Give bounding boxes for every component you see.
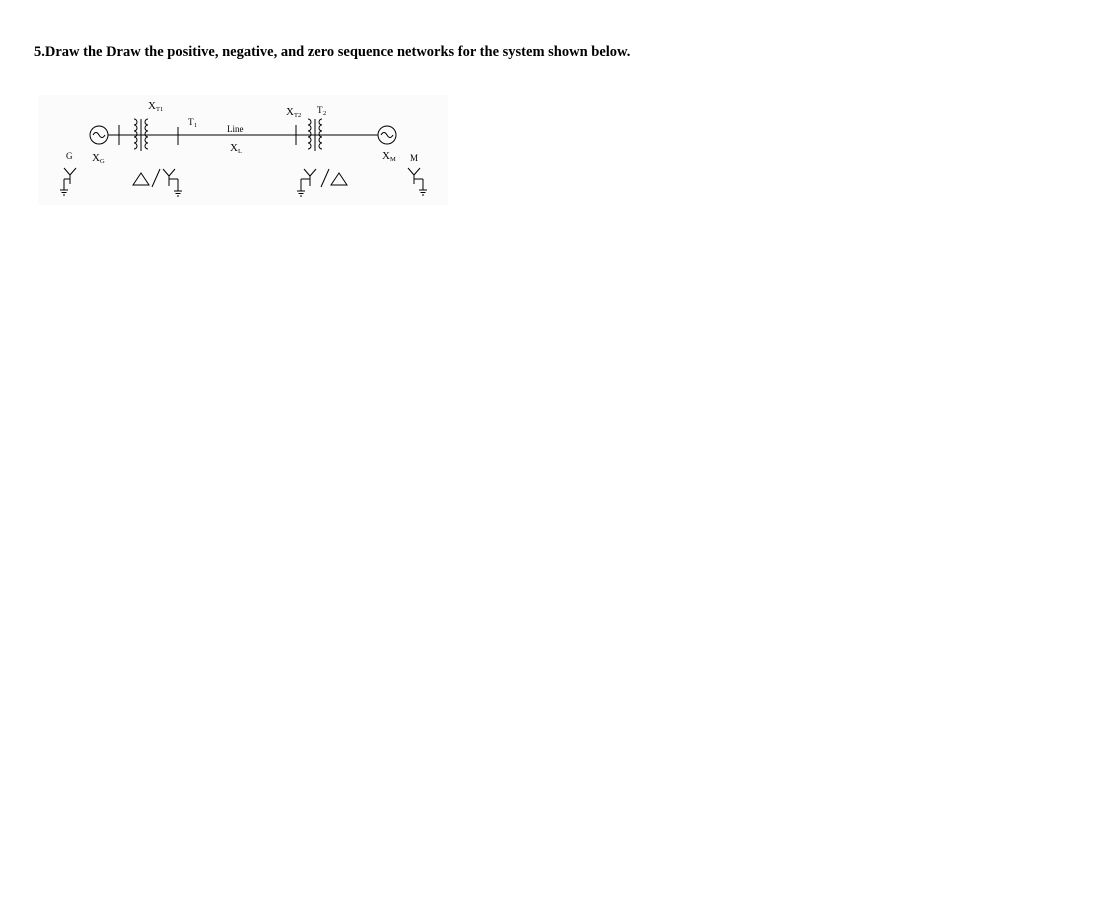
generator-symbol — [90, 126, 108, 144]
generator-grounded-wye-icon — [60, 168, 76, 195]
t2-wye-delta-icon — [297, 169, 347, 196]
svg-text:T1: T1 — [156, 106, 164, 113]
generator-label: G — [66, 151, 73, 161]
t1-name-label — [188, 117, 197, 129]
motor-reactance-label — [382, 150, 396, 163]
generator-reactance-label — [92, 152, 105, 165]
svg-text:1: 1 — [194, 122, 198, 129]
svg-text:L: L — [238, 148, 242, 155]
svg-text:T: T — [317, 105, 323, 115]
question-text: 5.Draw the Draw the positive, negative, and zero sequence networks for the system shown below. — [34, 44, 631, 60]
motor-symbol — [378, 126, 396, 144]
t1-delta-wye-icon — [133, 169, 182, 196]
t2-name-label — [317, 105, 326, 117]
svg-text:X: X — [286, 106, 294, 118]
power-system-one-line-diagram — [38, 95, 448, 205]
t1-reactance-label — [148, 100, 163, 113]
svg-text:X: X — [148, 100, 156, 112]
svg-text:T: T — [188, 117, 194, 127]
svg-text:X: X — [230, 142, 238, 154]
svg-text:2: 2 — [323, 110, 327, 117]
svg-text:G: G — [100, 158, 105, 165]
motor-grounded-wye-icon — [408, 168, 427, 195]
t2-reactance-label — [286, 106, 301, 119]
svg-text:X: X — [92, 152, 100, 164]
motor-label: M — [410, 153, 419, 163]
line-label: Line — [227, 124, 244, 134]
line-reactance-label — [230, 142, 242, 155]
svg-text:M: M — [390, 156, 396, 163]
svg-text:T2: T2 — [294, 112, 302, 119]
svg-text:X: X — [382, 150, 390, 162]
